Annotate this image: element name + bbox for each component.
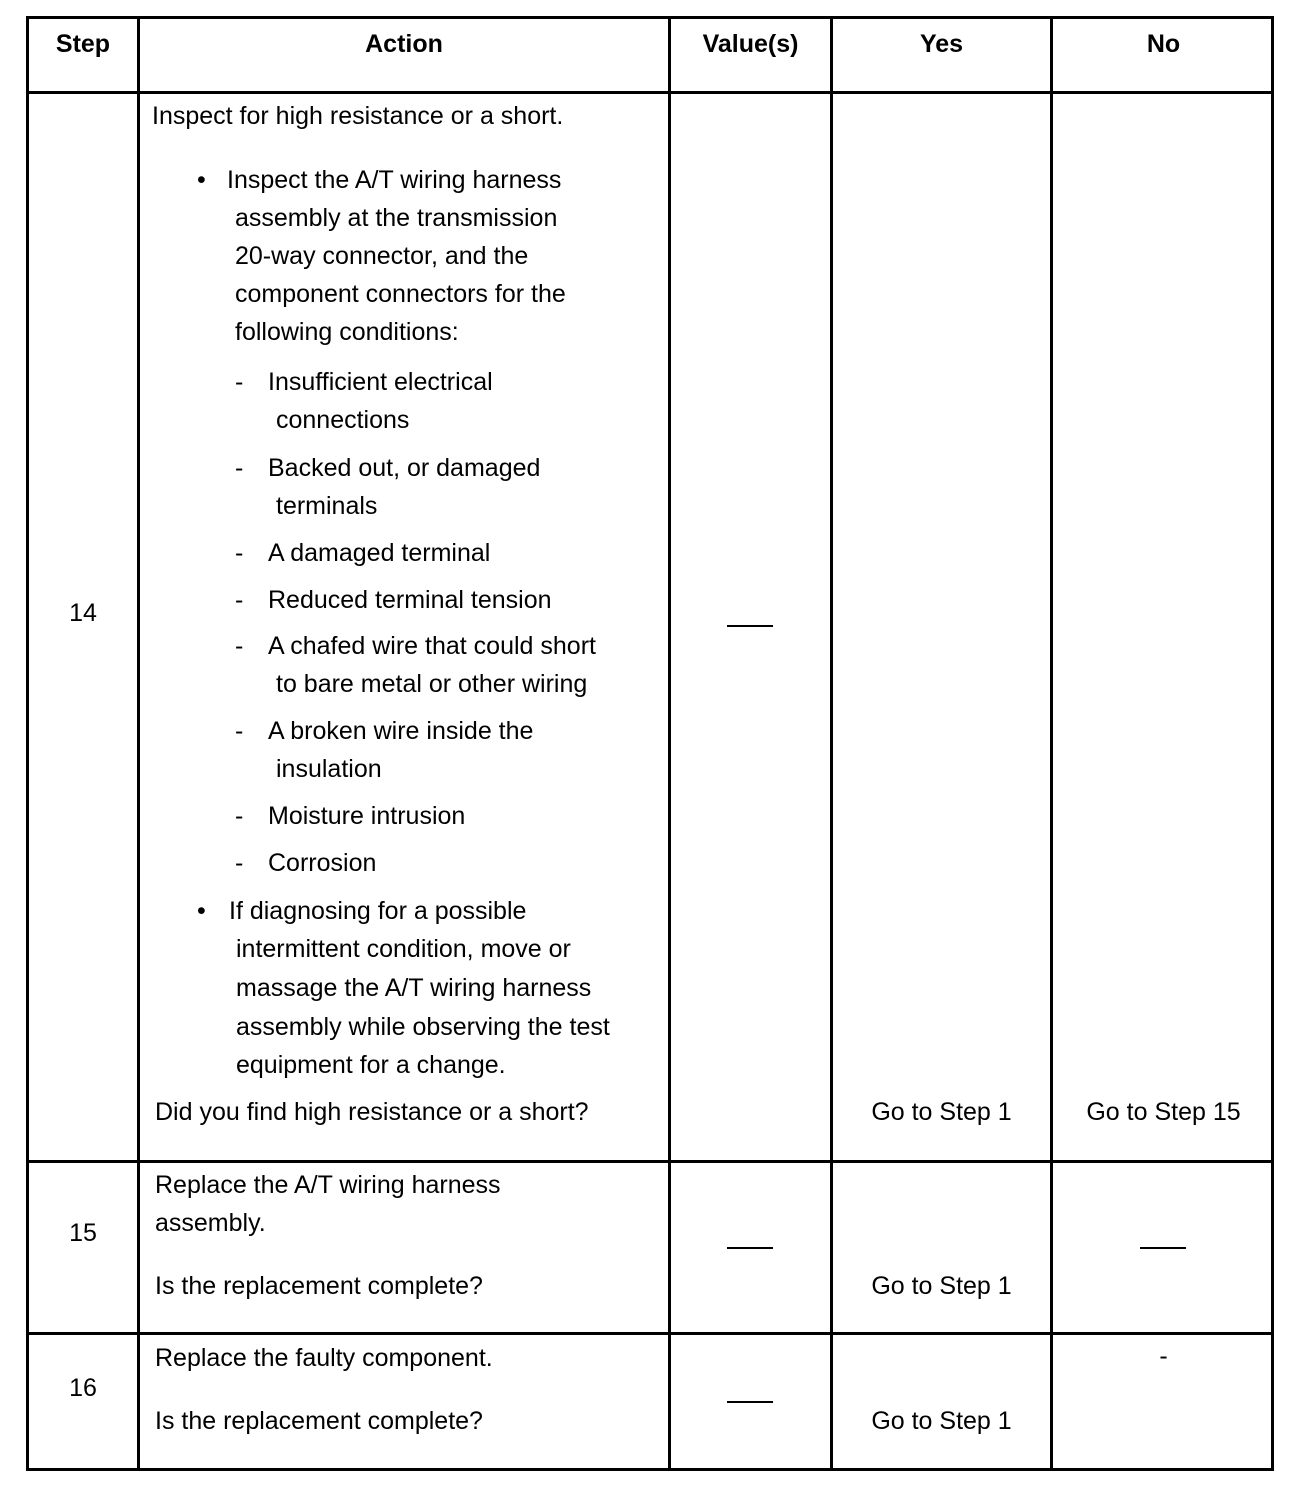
dash-icon: - — [235, 586, 244, 614]
action-bullet-line: assembly while observing the test — [236, 1013, 610, 1041]
dash-icon: - — [235, 539, 244, 567]
action-line: assembly. — [155, 1209, 266, 1237]
no-result: - — [1159, 1342, 1168, 1370]
yes-result: Go to Step 1 — [871, 1098, 1012, 1126]
condition-item: to bare metal or other wiring — [276, 670, 588, 698]
empty-value-dash — [727, 625, 773, 627]
action-question: Is the replacement complete? — [155, 1407, 483, 1435]
row-divider — [29, 1160, 1271, 1163]
condition-item: terminals — [276, 492, 378, 520]
header-step: Step — [55, 30, 111, 58]
action-bullet-line: following conditions: — [235, 318, 459, 346]
column-divider — [1050, 19, 1053, 1468]
dash-icon: - — [235, 849, 244, 877]
action-question: Is the replacement complete? — [155, 1272, 483, 1300]
action-question: Did you find high resistance or a short? — [155, 1098, 589, 1126]
column-divider — [137, 19, 140, 1468]
action-bullet-line: 20-way connector, and the — [235, 242, 529, 270]
condition-item: A broken wire inside the — [268, 717, 534, 745]
action-line: Replace the A/T wiring harness — [155, 1171, 501, 1199]
dash-icon: - — [235, 368, 244, 396]
column-divider — [830, 19, 833, 1468]
condition-item: Backed out, or damaged — [268, 454, 541, 482]
dash-icon: - — [235, 717, 244, 745]
action-line: Replace the faulty component. — [155, 1344, 493, 1372]
diagnostic-table — [26, 16, 1274, 1471]
step-number: 15 — [69, 1219, 97, 1247]
yes-result: Go to Step 1 — [871, 1407, 1012, 1435]
condition-item: Moisture intrusion — [268, 802, 466, 830]
dash-icon: - — [235, 632, 244, 660]
action-bullet-line: intermittent condition, move or — [236, 935, 571, 963]
bullet-icon: • — [197, 897, 206, 925]
empty-no-dash — [1140, 1247, 1186, 1249]
dash-icon: - — [235, 802, 244, 830]
empty-value-dash — [727, 1401, 773, 1403]
action-intro: Inspect for high resistance or a short. — [152, 102, 564, 130]
no-result: Go to Step 15 — [1086, 1098, 1241, 1126]
action-bullet-line: If diagnosing for a possible — [229, 897, 527, 925]
empty-value-dash — [727, 1247, 773, 1249]
step-number: 16 — [69, 1374, 97, 1402]
action-bullet-line: Inspect the A/T wiring harness — [227, 166, 562, 194]
action-bullet-line: equipment for a change. — [236, 1051, 506, 1079]
step-number: 14 — [69, 599, 97, 627]
header-action: Action — [365, 30, 443, 58]
condition-item: Reduced terminal tension — [268, 586, 552, 614]
condition-item: A chafed wire that could short — [268, 632, 596, 660]
action-bullet-line: massage the A/T wiring harness — [236, 974, 592, 1002]
bullet-icon: • — [197, 166, 206, 194]
yes-result: Go to Step 1 — [871, 1272, 1012, 1300]
action-bullet-line: assembly at the transmission — [235, 204, 558, 232]
header-yes: Yes — [919, 30, 964, 58]
condition-item: A damaged terminal — [268, 539, 491, 567]
header-no: No — [1146, 30, 1181, 58]
dash-icon: - — [235, 454, 244, 482]
condition-item: Insufficient electrical — [268, 368, 493, 396]
row-divider — [29, 1332, 1271, 1335]
condition-item: Corrosion — [268, 849, 377, 877]
action-bullet-line: component connectors for the — [235, 280, 566, 308]
header-values: Value(s) — [702, 30, 799, 58]
row-divider — [29, 91, 1271, 94]
column-divider — [668, 19, 671, 1468]
condition-item: connections — [276, 406, 410, 434]
condition-item: insulation — [276, 755, 382, 783]
